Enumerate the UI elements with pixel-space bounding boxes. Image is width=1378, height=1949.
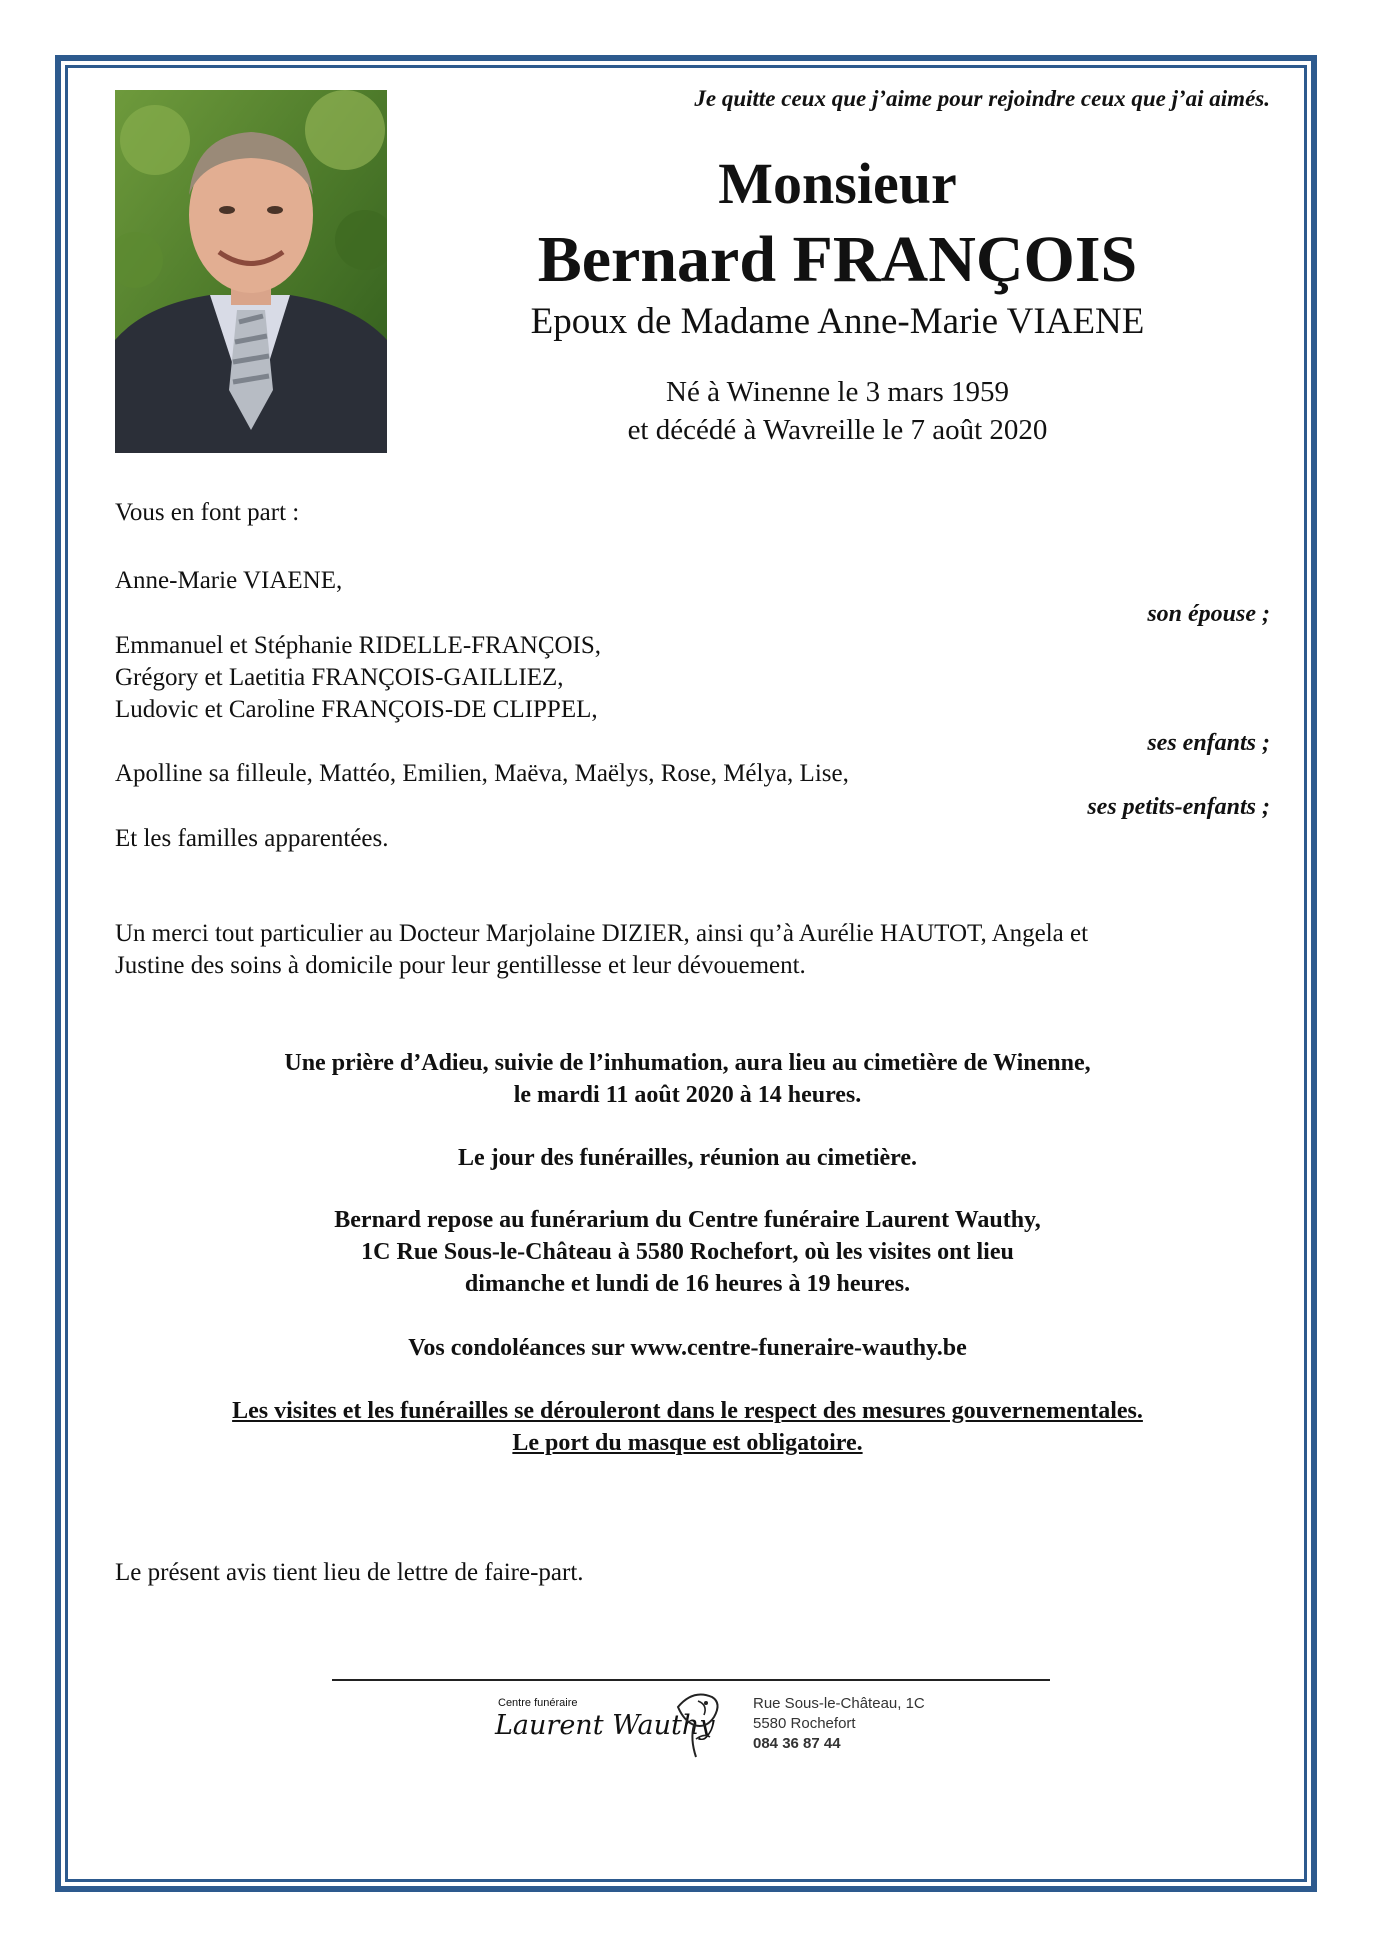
announce-intro: Vous en font part : <box>115 499 300 526</box>
footer-address: Rue Sous-le-Château, 1C <box>753 1695 925 1712</box>
role-spouse: son épouse ; <box>1147 601 1270 627</box>
epigraph: Je quitte ceux que j’aime pour rejoindre ceux que j’ai aimés. <box>694 86 1270 111</box>
role-children: ses enfants ; <box>1147 730 1270 756</box>
condolences-line: Vos condoléances sur www.centre-funeraire-wauthy.be <box>408 1335 967 1361</box>
meeting-line: Le jour des funérailles, réunion au cimetière. <box>457 1145 918 1171</box>
footer-city: 5580 Rochefort <box>753 1715 856 1732</box>
thanks-line: Un merci tout particulier au Docteur Marjolaine DIZIER, ainsi qu’à Aurélie HAUTOT, Angela et <box>115 920 1089 947</box>
civility: Monsieur <box>718 151 957 216</box>
family-child: Ludovic et Caroline FRANÇOIS-DE CLIPPEL, <box>115 696 598 723</box>
calla-lily-logo-icon <box>668 1687 728 1764</box>
rest-line: 1C Rue Sous-le-Château à 5580 Rochefort, où les visites ont lieu <box>361 1239 1014 1265</box>
measures-text: Les visites et les funérailles se dérouleront dans le respect des mesures gouvernementales. <box>232 1398 1143 1424</box>
portrait-photo <box>115 90 387 453</box>
logo-caption: Centre funéraire <box>498 1697 578 1709</box>
family-child: Grégory et Laetitia FRANÇOIS-GAILLIEZ, <box>115 664 564 691</box>
footer-divider <box>332 1679 1050 1681</box>
closing-line: Le présent avis tient lieu de lettre de faire-part. <box>115 1559 584 1586</box>
birth-line: Né à Winenne le 3 mars 1959 <box>666 376 1009 408</box>
measures-line <box>115 1396 1260 1427</box>
ceremony-line: Une prière d’Adieu, suivie de l’inhumation, aura lieu au cimetière de Winenne, <box>284 1050 1091 1076</box>
thanks-line: Justine des soins à domicile pour leur gentillesse et leur dévouement. <box>115 952 806 979</box>
role-grandchildren: ses petits-enfants ; <box>1087 794 1270 820</box>
death-line: et décédé à Wavreille le 7 août 2020 <box>627 414 1048 446</box>
spouse-line: Epoux de Madame Anne-Marie VIAENE <box>530 301 1145 342</box>
footer-phone: 084 36 87 44 <box>753 1735 841 1752</box>
family-relatives: Et les familles apparentées. <box>115 825 389 852</box>
rest-line: dimanche et lundi de 16 heures à 19 heures. <box>464 1271 911 1297</box>
family-spouse: Anne-Marie VIAENE, <box>115 567 343 594</box>
family-grandchildren: Apolline sa filleule, Mattéo, Emilien, Maëva, Maëlys, Rose, Mélya, Lise, <box>115 760 849 787</box>
logo-name: Laurent Wauthy <box>495 1710 715 1741</box>
ceremony-line: le mardi 11 août 2020 à 14 heures. <box>513 1082 862 1108</box>
family-child: Emmanuel et Stéphanie RIDELLE-FRANÇOIS, <box>115 632 602 659</box>
deceased-name: Bernard FRANÇOIS <box>537 223 1138 296</box>
mask-text: Le port du masque est obligatoire. <box>512 1430 863 1456</box>
mask-line <box>115 1428 1260 1459</box>
rest-line: Bernard repose au funérarium du Centre funéraire Laurent Wauthy, <box>334 1207 1041 1233</box>
